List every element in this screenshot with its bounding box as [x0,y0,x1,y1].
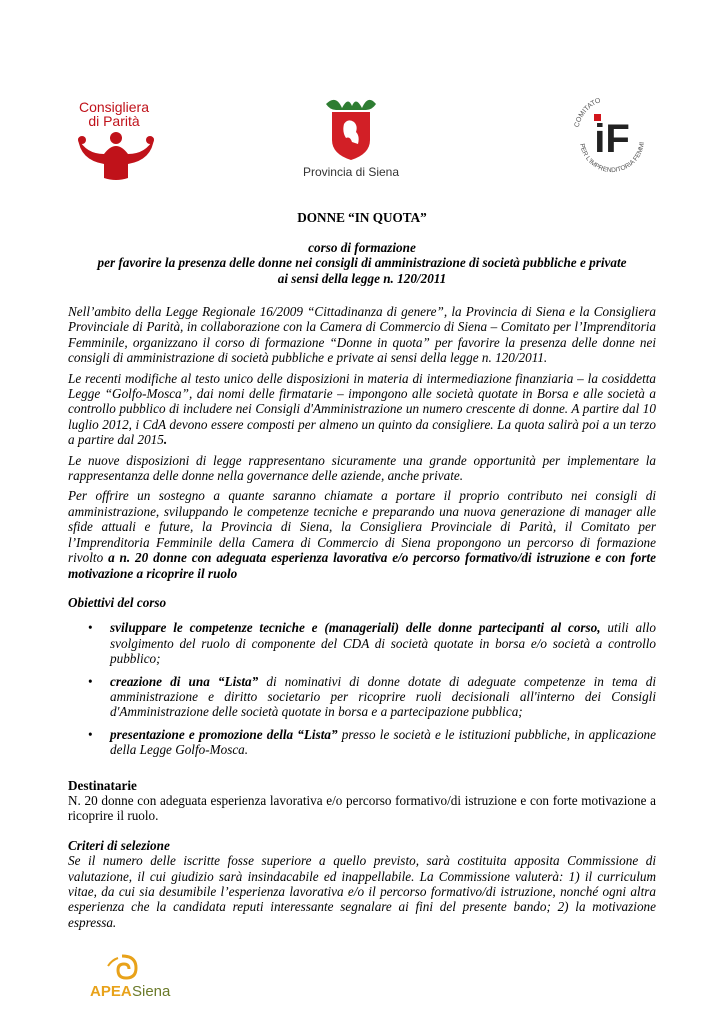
document-title: DONNE “IN QUOTA” [297,210,427,225]
law-paragraph [68,371,656,448]
course-target-bold: a n. 20 donne con adeguata esperienza lavorativa e/o percorso formativo/di istruzione e con forte motivazione a ricoprire il ruolo [68,550,656,581]
course-target-text: Per offrire un sostegno a quante saranno chiamate a portare il proprio contributo nei consigli di amministrazione, sviluppando le competenze tecniche e preparando una nuova generazione di manager alle sfide attuali e future, la Provincia di Siena, la Consigliera Provinciale di Parità, il Comitato per l’Imprenditoria Femminile della Camera di Commercio di Siena propongono un percorso di formazione rivolto [68,488,656,566]
apea-spiral-icon [86,952,196,1002]
objective-item-bold: creazione di una “Lista” [110,673,259,689]
bullet-icon: • [88,673,93,689]
provincia-di-siena-logo [292,96,410,180]
law-paragraph-end: . [163,432,168,448]
intro-paragraph: Nell’ambito della Legge Regionale 16/2009 “Cittadinanza di genere”, la Provincia di Siena e la Consigliera Provinciale di Parità, in collaborazione con la Camera di Commercio di Siena – Comitato per l’Imprenditoria Femminile, organizzano il corso di formazione “Donne in quota” per favorire la presenza delle donne nei consigli di amministrazione di società pubbliche e private ai sensi della legge n. 120/2011. [68,304,656,366]
if-emblem-icon [568,94,656,176]
consigliera-line2: di Parità [88,113,140,129]
criteri-heading: Criteri di selezione [68,837,170,853]
objective-item [68,620,656,666]
comitato-imprenditoria-femminile-logo [568,94,656,176]
bullet-icon: • [88,620,93,636]
criteri-text: Se il numero delle iscritte fosse superiore a quello previsto, sarà costituita apposita Commissione di valutazione, il cui giudizio sarà insindacabile ed inappellabile. La Commissione valuterà: 1) il curriculum vitae, da cui sia desumibile l’esperienza lavorativa e/o il percorso formativo/di istruzione, nonché ogni altra esperienza che la candidata reputi interessante segnalare ai fini del presente bando; 2) la motivazione espressa. [68,853,656,930]
subtitle-line-1: corso di formazione [308,240,416,255]
provincia-caption: Provincia di Siena [302,165,400,179]
apea-name-light: Siena [132,983,171,1000]
objective-item-text: utili allo svolgimento del ruolo di componente del CDA di società quotate in borsa e/o società a controllo pubblico; [110,620,656,667]
consigliera-di-parita-logo [60,98,176,184]
provincia-crest-icon [292,96,410,180]
law-paragraph-text: Le recenti modifiche al testo unico delle disposizioni in materia di intermediazione finanziaria – la cosiddetta Legge “Golfo-Mosca”, dai nomi delle firmatarie – impongono alle società quotate in Borsa e alle società a controllo pubblico di includere nei Consigli d'Amministrazione un numero crescente di donne. A partire dal 10 luglio 2012, i CdA devono essere composti per almeno un quinto da consigliere. La quota salirà poi a un terzo a partire dal 2015 [68,370,656,448]
bullet-icon: • [88,726,93,742]
opportunity-paragraph: Le nuove disposizioni di legge rappresentano sicuramente una grande opportunità per implementare la rappresentanza delle donne nella governance delle aziende, anche private. [68,452,656,484]
subtitle-line-3: ai sensi della legge n. 120/2011 [277,270,447,286]
course-target-paragraph [68,488,656,580]
objective-item [68,727,656,758]
if-mark: iF [594,117,630,161]
objective-item-text: presso le società e le istituzioni pubbliche, in applicazione della Legge Golfo-Mosca. [110,726,656,758]
apea-name-bold: APEA [90,983,132,1000]
destinatarie-text: N. 20 donne con adeguata esperienza lavorativa e/o percorso formativo/di istruzione e con forte motivazione a ricoprire il ruolo. [68,792,656,824]
objective-item-bold: sviluppare le competenze tecniche e (manageriali) delle donne partecipanti al corso, [110,620,601,636]
objectives-heading: Obiettivi del corso [68,594,167,610]
consigliera-emblem-icon [60,98,176,184]
if-arc-top: COMITATO [573,97,602,129]
objective-item-bold: presentazione e promozione della “Lista” [110,726,338,742]
if-arc-bottom: PER L'IMPRENDITORIA FEMMI [578,141,646,175]
destinatarie-heading: Destinatarie [68,777,137,793]
document-body [68,304,656,935]
objective-item-text: di nominativi di donne dotate di adeguate competenze in tema di amministrazione e diritto societario per ricoprire ruoli decisionali all'interno dei Consigli d'Amministrazione delle società quotate in borsa e a partecipazione pubblica; [110,673,657,720]
apea-siena-logo [86,952,196,1002]
objective-item [68,674,656,720]
document-subtitle [40,240,684,286]
objectives-list [68,620,656,757]
consigliera-line1: Consigliera [78,99,150,115]
subtitle-line-2: per favorire la presenza delle donne nei consigli di amministrazione di società pubbliche e private [97,255,627,271]
